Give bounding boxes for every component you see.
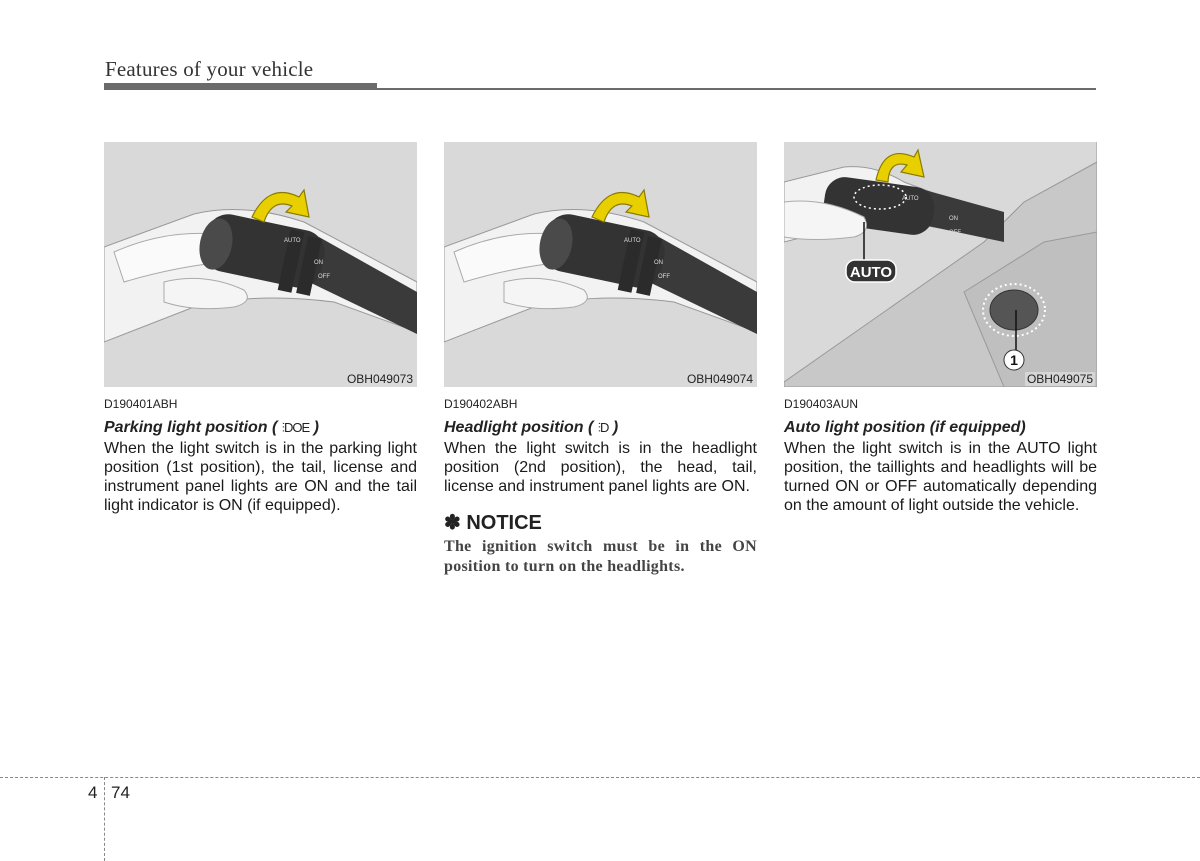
figure-code: OBH049074: [686, 372, 753, 386]
auto-light-illustration: [784, 142, 1097, 387]
section-heading: [444, 419, 757, 437]
rotate-arrow-icon: [876, 150, 924, 182]
figure-parking-light: [104, 142, 417, 387]
footer-vertical-rule: [104, 777, 105, 861]
heading-close: ): [608, 419, 619, 436]
heading-text: Parking light position (: [104, 419, 278, 436]
label-off-text: OFF: [318, 274, 330, 280]
light-switch-illustration: [444, 142, 757, 387]
figure-headlight: [444, 142, 757, 387]
label-auto-text: AUTO: [902, 196, 919, 202]
header-rule-thin: [377, 88, 1096, 90]
callout-number: 1: [1010, 352, 1018, 368]
figure-code: OBH049075: [1026, 372, 1093, 386]
section-heading: Auto light position (if equipped): [784, 419, 1026, 436]
footer-rule: [0, 777, 1200, 778]
section-id: D190401ABH: [104, 397, 178, 411]
section-id: D190402ABH: [444, 397, 518, 411]
page-number: 74: [111, 783, 130, 802]
section-heading: [104, 419, 417, 437]
chapter-number: 4: [88, 783, 98, 802]
label-on-text: ON: [949, 216, 958, 222]
heading-text: Headlight position (: [444, 419, 594, 436]
column-headlight: [444, 142, 757, 577]
body-text: When the light switch is in the parking light position (1st position), the tail, license and instrument panel lights are ON and the tail light indicator is ON (if equipped).: [104, 440, 417, 514]
figure-code: OBH049073: [346, 372, 413, 386]
column-parking-light: [104, 142, 417, 515]
headlight-symbol-icon: ⫶D: [597, 420, 609, 435]
label-on-text: ON: [314, 260, 323, 266]
header-rule-thick: [104, 83, 377, 90]
notice-text: The ignition switch must be in the ON position to turn on the headlights.: [444, 538, 757, 575]
figure-auto-light: [784, 142, 1097, 387]
heading-close: ): [309, 419, 319, 436]
column-auto-light: [784, 142, 1097, 515]
body-text: When the light switch is in the AUTO light position, the taillights and headlights will be turned ON or OFF automatically depending on the amount of light outside the vehicle.: [784, 440, 1097, 514]
light-switch-illustration: [104, 142, 417, 387]
label-off-text: OFF: [949, 230, 961, 236]
label-auto-text: AUTO: [624, 238, 641, 244]
section-id: D190403AUN: [784, 397, 859, 411]
body-text: When the light switch is in the headlight position (2nd position), the head, tail, license and instrument panel lights are ON.: [444, 440, 757, 495]
label-on-text: ON: [654, 260, 663, 266]
label-off-text: OFF: [658, 274, 670, 280]
page-header-title: Features of your vehicle: [105, 57, 314, 81]
notice-title: ✽ NOTICE: [444, 512, 542, 534]
label-auto-text: AUTO: [284, 238, 301, 244]
callout-auto-label: AUTO: [849, 264, 893, 281]
parking-light-symbol-icon: ⫶DOE: [281, 420, 310, 435]
